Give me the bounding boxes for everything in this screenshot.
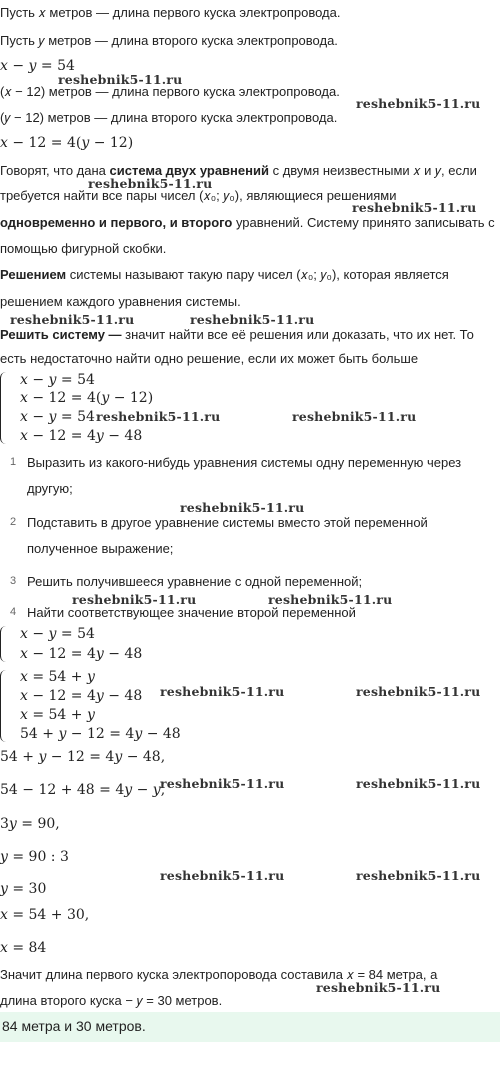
intro-line-2: Пусть 𝑦 метров — длина второго куска электропровода. — [0, 33, 338, 48]
answer-box — [0, 1012, 500, 1042]
system3-row: 54 + 𝑦 − 12 = 4𝑦 − 48 — [20, 726, 181, 742]
watermark: reshebnik5-11.ru — [58, 72, 183, 87]
step-number: 4 — [10, 606, 17, 618]
watermark: reshebnik5-11.ru — [88, 176, 213, 191]
system3-row: 𝑥 = 54 + 𝑦 — [20, 669, 95, 685]
system-brace — [0, 372, 9, 444]
step-4: Найти соответствующее значение второй переменной — [27, 605, 356, 620]
watermark: reshebnik5-11.ru — [356, 96, 481, 111]
watermark: reshebnik5-11.ru — [352, 200, 477, 215]
watermark: reshebnik5-11.ru — [356, 868, 481, 883]
system1-row: 𝑥 − 𝑦 = 54 — [20, 372, 95, 388]
watermark: reshebnik5-11.ru — [356, 684, 481, 699]
system1-row: 𝑥 − 12 = 4𝑦 − 48 — [20, 428, 143, 444]
system2-row: 𝑥 − 12 = 4𝑦 − 48 — [20, 646, 143, 662]
equation-1: 𝑥 − 𝑦 = 54 — [0, 58, 75, 74]
intro-line-4: (𝑦 − 12) метров — длина второго куска электропровода. — [0, 110, 338, 125]
watermark: reshebnik5-11.ru — [160, 868, 285, 883]
solution-step: 𝑥 = 84 — [0, 940, 47, 956]
watermark: reshebnik5-11.ru — [356, 776, 481, 791]
theory-p2-line2: решением каждого уравнения системы. — [0, 294, 241, 309]
step-number: 3 — [10, 575, 17, 587]
watermark: reshebnik5-11.ru — [268, 592, 393, 607]
step-number: 1 — [10, 456, 17, 468]
step-3: Решить получившееся уравнение с одной переменной; — [27, 574, 363, 589]
solution-step: 54 + 𝑦 − 12 = 4𝑦 − 48, — [0, 749, 166, 765]
theory-p1-line4: помощью фигурной скобки. — [0, 241, 167, 256]
theory-p3-line1: Решить систему — значит найти все её решения или доказать, что их нет. То — [0, 327, 474, 342]
system3-row: 𝑥 = 54 + 𝑦 — [20, 707, 95, 723]
solution-step: 𝑦 = 90 : 3 — [0, 849, 69, 865]
step-1-line1: Выразить из какого-нибудь уравнения системы одну переменную через — [27, 455, 462, 470]
system-brace — [0, 670, 9, 742]
step-2-line2: полученное выражение; — [27, 541, 174, 556]
step-1-line2: другую; — [27, 481, 73, 496]
solution-step: 𝑦 = 30 — [0, 881, 47, 897]
system3-row: 𝑥 − 12 = 4𝑦 − 48 — [20, 688, 143, 704]
step-2-line1: Подставить в другое уравнение системы вместо этой переменной — [27, 515, 428, 530]
system2-row: 𝑥 − 𝑦 = 54 — [20, 626, 95, 642]
conclusion-line2: длина второго куска − 𝑦 = 30 метров. — [0, 993, 223, 1008]
solution-step: 54 − 12 + 48 = 4𝑦 − 𝑦, — [0, 782, 166, 798]
theory-p1-line2: требуется найти все пары чисел (𝑥₀; 𝑦₀), являющиеся решениями — [0, 188, 397, 203]
watermark: reshebnik5-11.ru — [316, 980, 441, 995]
watermark: reshebnik5-11.ru — [96, 409, 221, 424]
watermark: reshebnik5-11.ru — [72, 592, 197, 607]
watermark: reshebnik5-11.ru — [180, 500, 305, 515]
theory-p2-line1: Решением системы называют такую пару чисел (𝑥₀; 𝑦₀), которая является — [0, 267, 449, 282]
watermark: reshebnik5-11.ru — [160, 684, 285, 699]
theory-p1-line1: Говорят, что дана система двух уравнений с двумя неизвестными 𝑥 и 𝑦, если — [0, 163, 477, 178]
watermark: reshebnik5-11.ru — [292, 409, 417, 424]
theory-p3-line2: есть недостаточно найти одно решение, если их может быть больше — [0, 351, 419, 366]
solution-step: 3𝑦 = 90, — [0, 816, 60, 832]
watermark: reshebnik5-11.ru — [190, 312, 315, 327]
system1-row: 𝑥 − 𝑦 = 54 — [20, 409, 95, 425]
system-brace — [0, 626, 9, 662]
conclusion-line1: Значит длина первого куска электропоровода составила 𝑥 = 84 метра, а — [0, 967, 438, 982]
equation-2: 𝑥 − 12 = 4(𝑦 − 12) — [0, 135, 134, 151]
solution-step: 𝑥 = 54 + 30, — [0, 907, 90, 923]
intro-line-1: Пусть 𝑥 метров — длина первого куска электропровода. — [0, 5, 341, 20]
answer-text: 84 метра и 30 метров. — [2, 1018, 146, 1034]
step-number: 2 — [10, 516, 17, 528]
system1-row: 𝑥 − 12 = 4(𝑦 − 12) — [20, 390, 154, 406]
intro-line-3: (𝑥 − 12) метров — длина первого куска электропровода. — [0, 84, 340, 99]
theory-p1-line3: одновременно и первого, и второго уравнений. Систему принято записывать с — [0, 215, 495, 230]
watermark: reshebnik5-11.ru — [160, 776, 285, 791]
watermark: reshebnik5-11.ru — [10, 312, 135, 327]
